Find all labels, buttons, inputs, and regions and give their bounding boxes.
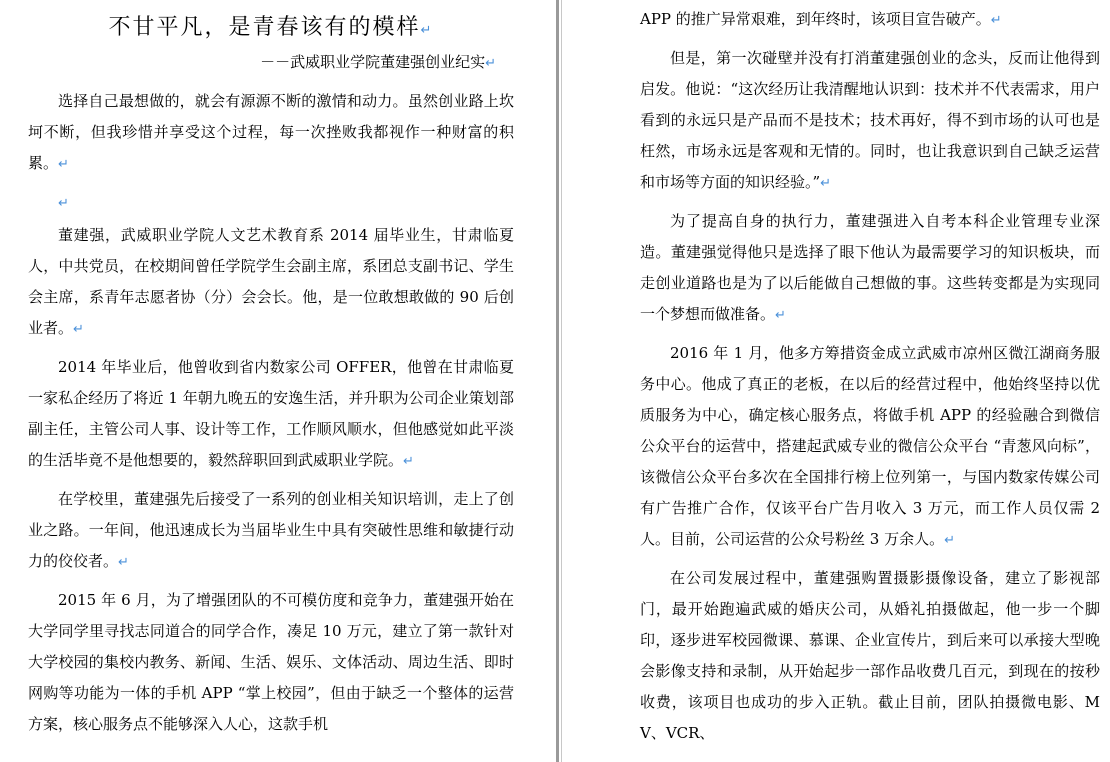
paragraph-blank bbox=[28, 187, 514, 218]
paragraph-text: 在公司发展过程中，董建强购置摄影摄像设备，建立了影视部门，最开始跑遍武威的婚庆公司，从婚礼拍摄做起，他一步一个脚印，逐步进军校园微课、慕课、企业宣传片，到后来可以承接大型晚会影像支持和录制，从开始起步一部作品收费几百元，到现在的按秒收费，该项目也成功的步入正轨。截止目前，团队拍摄微电影、MV、VCR、 bbox=[640, 569, 1100, 742]
pilcrow-icon: ↵ bbox=[485, 56, 496, 71]
paragraph bbox=[640, 4, 1100, 36]
paragraph bbox=[28, 484, 514, 578]
right-column bbox=[640, 0, 1110, 756]
page-subtitle-text: －－武威职业学院董建强创业纪实 bbox=[260, 53, 486, 71]
paragraph-text: APP 的推广异常艰难，到年终时，该项目宣告破产。 bbox=[640, 10, 991, 28]
paragraph bbox=[28, 352, 514, 477]
paragraph-text: 在学校里，董建强先后接受了一系列的创业相关知识培训，走上了创业之路。一年间，他迅速成长为当届毕业生中具有突破性思维和敏捷行动力的佼佼者。 bbox=[28, 490, 514, 570]
page-title bbox=[28, 10, 514, 41]
paragraph bbox=[640, 206, 1100, 331]
paragraph bbox=[28, 220, 514, 345]
pilcrow-icon: ↵ bbox=[58, 196, 69, 211]
page-title-text: 不甘平凡，是青春该有的模样 bbox=[108, 15, 421, 40]
paragraph-text: 为了提高自身的执行力，董建强进入自考本科企业管理专业深造。董建强觉得他只是选择了眼下他认为最需要学习的知识板块，而走创业道路也是为了以后能做自己想做的事。这些转变都是为实现同一个梦想而做准备。 bbox=[640, 212, 1100, 323]
pilcrow-icon: ↵ bbox=[118, 555, 129, 570]
paragraph-text: 选择自己最想做的，就会有源源不断的激情和动力。虽然创业路上坎坷不断，但我珍惜并享受这个过程，每一次挫败我都视作一种财富的积累。 bbox=[28, 92, 514, 172]
pilcrow-icon: ↵ bbox=[58, 157, 69, 172]
paragraph-text: 但是，第一次碰壁并没有打消董建强创业的念头，反而让他得到启发。他说：“这次经历让我清醒地认识到：技术并不代表需求，用户看到的永远只是产品而不是技术；技术再好，得不到市场的认可也是枉然，市场永远是客观和无情的。同时，也让我意识到自己缺乏运营和市场等方面的知识经验。” bbox=[640, 49, 1100, 191]
pilcrow-icon: ↵ bbox=[403, 454, 414, 469]
paragraph-text: 2016 年 1 月，他多方筹措资金成立武威市凉州区微江湖商务服务中心。他成了真正的老板，在以后的经营过程中，他始终坚持以优质服务为中心，确定核心服务点，将做手机 APP 的经验融合到微信公众平台的运营中，搭建起武威专业的微信公众平台 “青葱风向标”，该微信公众平台多次在全国排行榜上位列第一，与国内数家传媒公司有广告推广合作，仅该平台广告月收入 3 万元，而工作人员仅需 2 人。目前，公司运营的公众号粉丝 3 万余人。 bbox=[640, 344, 1100, 548]
paragraph-text: 2015 年 6 月，为了增强团队的不可模仿度和竞争力，董建强开始在大学同学里寻找志同道合的同学合作，凑足 10 万元，建立了第一款针对大学校园的集校内教务、新闻、生活、娱乐、文体活动、周边生活、即时网购等功能为一体的手机 APP “掌上校园”，但由于缺乏一个整体的运营方案，核心服务点不能够深入人心，这款手机 bbox=[28, 591, 514, 733]
column-divider-secondary bbox=[561, 0, 562, 762]
pilcrow-icon: ↵ bbox=[420, 23, 434, 38]
pilcrow-icon: ↵ bbox=[944, 533, 955, 548]
pilcrow-icon: ↵ bbox=[775, 308, 786, 323]
column-divider bbox=[556, 0, 559, 762]
pilcrow-icon: ↵ bbox=[820, 176, 832, 191]
paragraph bbox=[640, 338, 1100, 556]
paragraph-text: 2014 年毕业后，他曾收到省内数家公司 OFFER，他曾在甘肃临夏一家私企经历了将近 1 年朝九晚五的安逸生活，并升职为公司企业策划部副主任，主管公司人事、设计等工作，工作顺风顺水，但他感觉如此平淡的生活毕竟不是他想要的，毅然辞职回到武威职业学院。 bbox=[28, 358, 514, 469]
pilcrow-icon: ↵ bbox=[73, 322, 84, 337]
paragraph bbox=[640, 43, 1100, 199]
paragraph bbox=[640, 563, 1100, 749]
left-column bbox=[0, 0, 546, 747]
paragraph bbox=[28, 86, 514, 180]
paragraph bbox=[28, 585, 514, 740]
pilcrow-icon: ↵ bbox=[990, 13, 1002, 28]
paragraph-text: 董建强，武威职业学院人文艺术教育系 2014 届毕业生，甘肃临夏人，中共党员，在校期间曾任学院学生会副主席，系团总支副书记、学生会主席，系青年志愿者协（分）会会长。他，是一位敢想敢做的 90 后创业者。 bbox=[28, 226, 514, 337]
page-subtitle bbox=[28, 51, 496, 72]
